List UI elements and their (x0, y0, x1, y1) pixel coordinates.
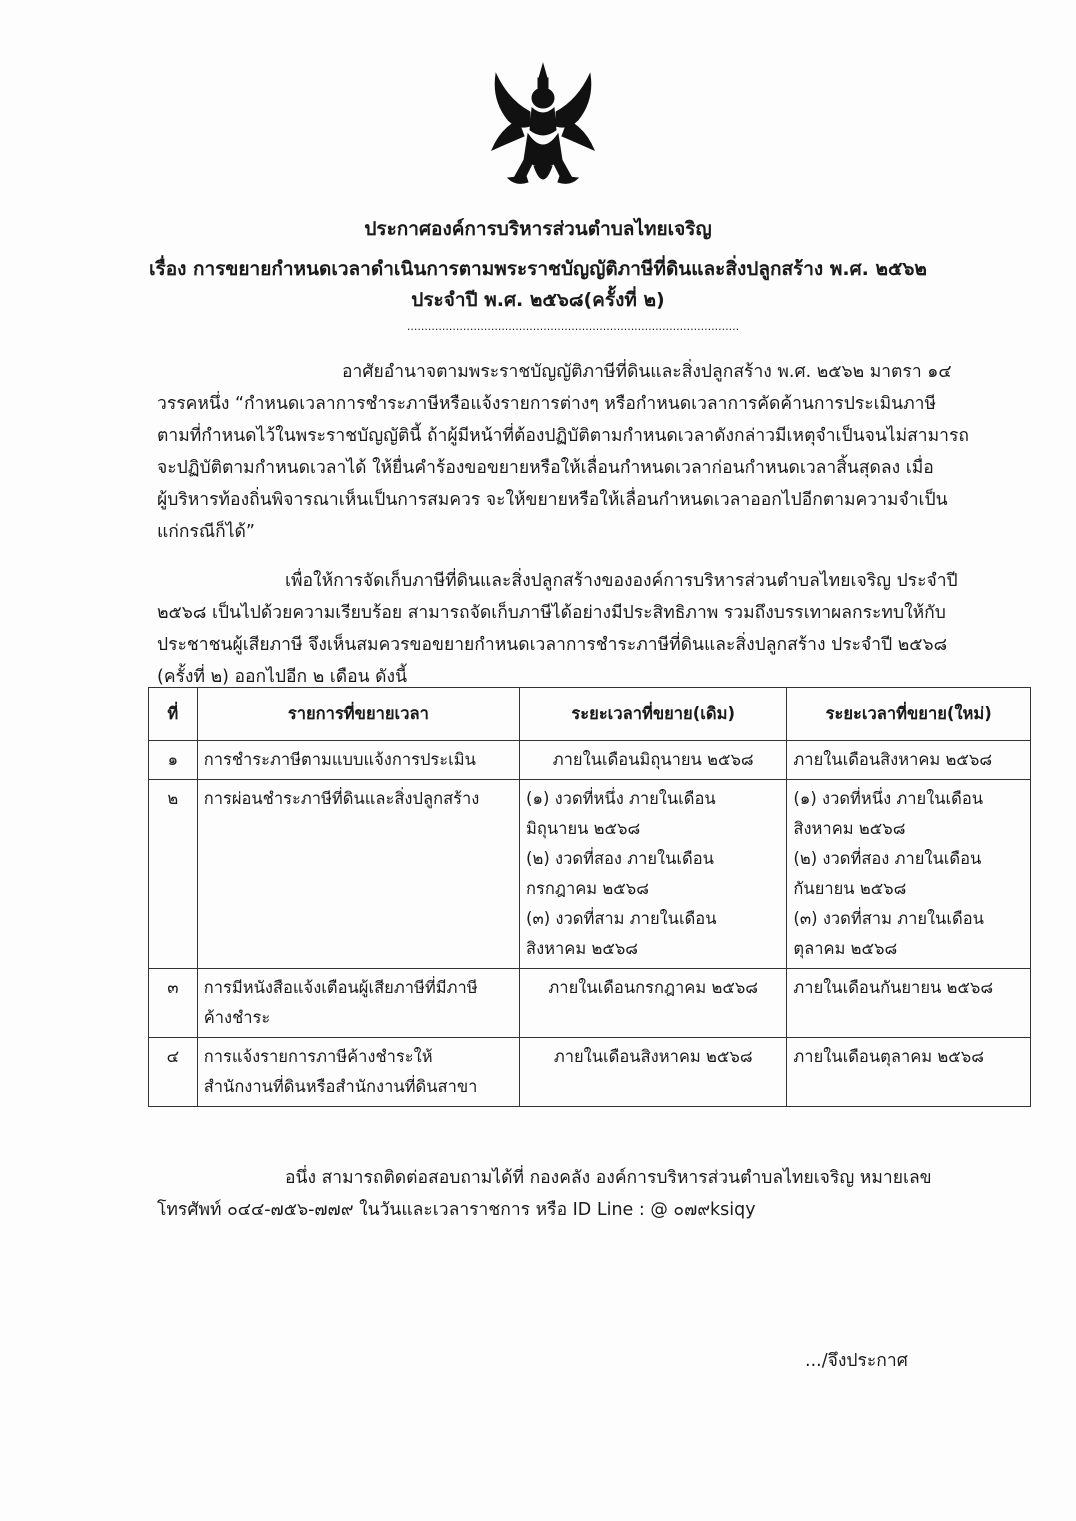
paragraph-line: วรรคหนึ่ง “กำหนดเวลาการชำระภาษีหรือแจ้งรายการต่างๆ หรือกำหนดเวลาการคัดค้านการประเมินภาษี (157, 394, 936, 414)
paragraph-line: เพื่อให้การจัดเก็บภาษีที่ดินและสิ่งปลูกสร้างขององค์การบริหารส่วนตำบลไทยเจริญ ประจำปี (285, 571, 958, 591)
garuda-emblem-icon (478, 60, 608, 200)
contact-line: อนึ่ง สามารถติดต่อสอบถามได้ที่ กองคลัง องค์การบริหารส่วนตำบลไทยเจริญ หมายเลข (285, 1168, 932, 1188)
cell-line: สิงหาคม ๒๕๖๘ (793, 819, 906, 838)
paragraph-line: แก่กรณีก็ได้” (157, 522, 255, 542)
row-new-period (787, 1038, 1031, 1107)
cell-line: สำนักงานที่ดินหรือสำนักงานที่ดินสาขา (203, 1077, 478, 1096)
cell-line: มิถุนายน ๒๕๖๘ (526, 819, 641, 838)
notice-subject: เรื่อง การขยายกำหนดเวลาดำเนินการตามพระราชบัญญัติภาษีที่ดินและสิ่งปลูกสร้าง พ.ศ. ๒๕๖๒ (149, 258, 927, 280)
notice-year: ประจำปี พ.ศ. ๒๕๖๘(ครั้งที่ ๒) (411, 289, 665, 311)
header-no: ที่ (149, 688, 198, 741)
paragraph-line: ประชาชนผู้เสียภาษี จึงเห็นสมควรขอขยายกำหนดเวลาการชำระภาษีที่ดินและสิ่งปลูกสร้าง ประจำปี ๒๕๖๘ (157, 635, 948, 655)
table-row (149, 741, 1031, 780)
cell-line: กันยายน ๒๕๖๘ (793, 879, 907, 898)
cell-line: (๑) งวดที่หนึ่ง ภายในเดือน (793, 789, 984, 808)
row-number: ๓ (149, 969, 198, 1038)
table-header-row (149, 688, 1031, 741)
cell-line: (๓) งวดที่สาม ภายในเดือน (793, 909, 984, 928)
paragraph-line: อาศัยอำนาจตามพระราชบัญญัติภาษีที่ดินและสิ่งปลูกสร้าง พ.ศ. ๒๕๖๒ มาตรา ๑๔ (342, 362, 952, 382)
row-item (197, 780, 519, 969)
cell-line: (๒) งวดที่สอง ภายในเดือน (793, 849, 982, 868)
row-old-period (520, 780, 787, 969)
paragraph-line: จะปฏิบัติตามกำหนดเวลาได้ ให้ยื่นคำร้องขอขยายหรือให้เลื่อนกำหนดเวลาก่อนกำหนดเวลาสิ้นสุดลง เมื่อ (157, 458, 934, 478)
table-row (149, 780, 1031, 969)
row-new-period (787, 741, 1031, 780)
row-item (197, 1038, 519, 1107)
extension-table (148, 687, 1031, 1107)
row-old-period (520, 741, 787, 780)
row-item (197, 741, 519, 780)
paragraph-line: ตามที่กำหนดไว้ในพระราชบัญญัตินี้ ถ้าผู้มีหน้าที่ต้องปฏิบัติตามกำหนดเวลาดังกล่าวมีเหตุจำเป็นจนไม่สามารถ (157, 426, 969, 446)
paragraph-line: ผู้บริหารท้องถิ่นพิจารณาเห็นเป็นการสมควร จะให้ขยายหรือให้เลื่อนกำหนดเวลาออกไปอีกตามความจำเป็น (157, 490, 948, 510)
table-row (149, 969, 1031, 1038)
paragraph-line: (ครั้งที่ ๒) ออกไปอีก ๒ เดือน ดังนี้ (157, 667, 408, 687)
continuation-marker: .../จึงประกาศ (805, 1351, 908, 1371)
header-old-period: ระยะเวลาที่ขยาย(เดิม) (520, 688, 787, 741)
cell-line: การมีหนังสือแจ้งเตือนผู้เสียภาษีที่มีภาษี (203, 978, 478, 997)
row-old-period (520, 969, 787, 1038)
notice-title: ประกาศองค์การบริหารส่วนตำบลไทยเจริญ (364, 218, 712, 240)
cell-line: ภายในเดือนตุลาคม ๒๕๖๘ (793, 1047, 984, 1066)
header-new-period: ระยะเวลาที่ขยาย(ใหม่) (787, 688, 1031, 741)
contact-line: โทรศัพท์ ๐๔๔-๗๕๖-๗๗๙ ในวันและเวลาราชการ หรือ ID Line : @ ๐๗๙ksiqy (157, 1200, 756, 1220)
cell-line: การแจ้งรายการภาษีค้างชำระให้ (203, 1047, 433, 1066)
row-new-period (787, 780, 1031, 969)
row-number: ๑ (149, 741, 198, 780)
paragraph-authority (157, 356, 969, 548)
row-item (197, 969, 519, 1038)
paragraph-line: ๒๕๖๘ เป็นไปด้วยความเรียบร้อย สามารถจัดเก็บภาษีได้อย่างมีประสิทธิภาพ รวมถึงบรรเทาผลกระทบให้กับ (157, 603, 946, 623)
row-number: ๔ (149, 1038, 198, 1107)
cell-line: การชำระภาษีตามแบบแจ้งการประเมิน (203, 750, 476, 769)
cell-line: ตุลาคม ๒๕๖๘ (793, 939, 898, 958)
cell-line: การผ่อนชำระภาษีที่ดินและสิ่งปลูกสร้าง (203, 789, 480, 808)
cell-line: ภายในเดือนสิงหาคม ๒๕๖๘ (793, 750, 993, 769)
cell-line: สิงหาคม ๒๕๖๘ (526, 939, 639, 958)
paragraph-purpose (157, 565, 958, 693)
header-item: รายการที่ขยายเวลา (197, 688, 519, 741)
cell-line: กรกฎาคม ๒๕๖๘ (526, 879, 649, 898)
row-old-period (520, 1038, 787, 1107)
row-number: ๒ (149, 780, 198, 969)
cell-line: (๒) งวดที่สอง ภายในเดือน (526, 849, 714, 868)
table-row (149, 1038, 1031, 1107)
cell-line: ภายในเดือนสิงหาคม ๒๕๖๘ (553, 1047, 753, 1066)
cell-line: ภายในเดือนมิถุนายน ๒๕๖๘ (552, 750, 754, 769)
cell-line: (๓) งวดที่สาม ภายในเดือน (526, 909, 717, 928)
cell-line: ค้างชำระ (203, 1008, 271, 1027)
cell-line: ภายในเดือนกันยายน ๒๕๖๘ (793, 978, 994, 997)
row-new-period (787, 969, 1031, 1038)
cell-line: ภายในเดือนกรกฎาคม ๒๕๖๘ (548, 978, 759, 997)
cell-line: (๑) งวดที่หนึ่ง ภายในเดือน (526, 789, 716, 808)
title-separator: ............................................................................................... (406, 320, 740, 333)
